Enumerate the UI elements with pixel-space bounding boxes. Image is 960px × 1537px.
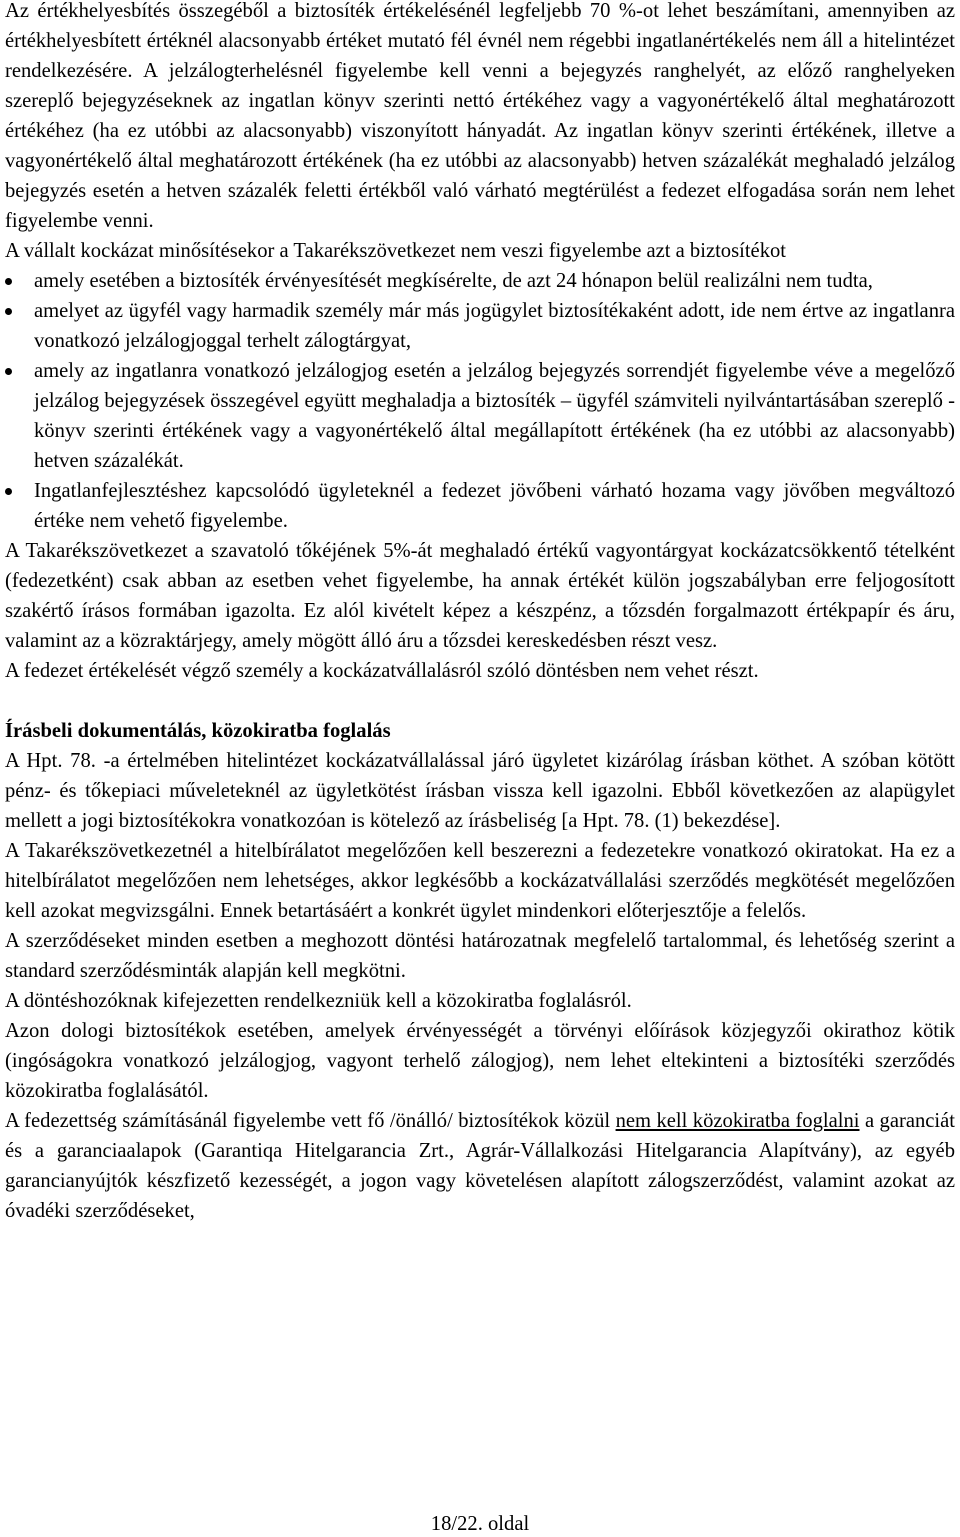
list-item-text: amely az ingatlanra vonatkozó jelzálogjog esetén a jelzálog bejegyzés sorrendjét figyelembe véve a megelőző jelzálog bejegyzések összegével együtt meghaladja a biztosíték – ügyfél számviteli nyilvántartásában szereplő - könyv szerinti értékének vagy a vagyonértékelő által megállapított értékének (ha ez utóbbi az alacsonyabb) hetven százalékát. xyxy=(34,360,955,472)
paragraph-text-after: a garanciát és a garanciaalapok (Garantiqa Hitelgarancia Zrt., Agrár-Vállalkozási Hitelgarancia Alapítvány), az egyéb garancianyújtók készfizető kezességét, a jogon vagy követelésen alapított zálogszerződést, valamint azokat az óvadéki szerződéseket, xyxy=(5,1110,955,1222)
page-number: 18/22. oldal xyxy=(430,1513,530,1535)
list-item xyxy=(5,266,955,296)
paragraph-value-adjustment: Az értékhelyesbítés összegéből a biztosíték értékelésénél legfeljebb 70 %-ot lehet beszámítani, amennyiben az értékhelyesbített értéknél alacsonyabb értéket mutató fél évnél nem régebbi ingatlanértékelés nem áll a hitelintézet rendelkezésére. A jelzálogterhelésnél figyelembe kell venni a bejegyzés ranghelyét, az előző ranghelyeken szereplő bejegyzéseknek az ingatlan könyv szerinti nettó értékéhez vagy a vagyonértékelő által meghatározott értékéhez (ha ez utóbbi az alacsonyabb) viszonyított hányadát. Az ingatlan könyv szerinti értékének, illetve a vagyonértékelő által meghatározott értékének (ha ez utóbbi az alacsonyabb) hetven százalékát meghaladó jelzálog bejegyzés esetén a hetven százalék feletti értékből való várható megtérülést a fedezet elfogadása során nem lehet figyelembe venni. xyxy=(5,0,955,232)
paragraph-contracts-standard: A szerződéseket minden esetben a meghozott döntési határozatnak megfelelő tartalommal, és lehetőség szerint a standard szerződésminták alapján kell megkötni. xyxy=(5,930,955,982)
list-item-text: amely esetében a biztosíték érvényesítését megkísérelte, de azt 24 hónapon belül realizálni nem tudta, xyxy=(34,270,873,292)
paragraph-risk-rating-intro: A vállalt kockázat minősítésekor a Takarékszövetkezet nem veszi figyelembe azt a biztosítékot xyxy=(5,240,787,262)
document-page xyxy=(5,0,955,1226)
bullet-icon xyxy=(5,278,12,285)
paragraph-documents-before-assessment: A Takarékszövetkezetnél a hitelbírálatot megelőzően kell beszerezni a fedezetekre vonatkozó okiratokat. Ha ez a hitelbírálatot megelőzően nem lehetséges, akkor legkésőbb a kockázatvállalási szerződés megkötését megelőzően kell azokat megvizsgálni. Ennek betartásáért a konkrét ügylet mindenkori előterjesztője a felelős. xyxy=(5,840,955,922)
bullet-icon xyxy=(5,368,12,375)
paragraph-hpt-78: A Hpt. 78. -a értelmében hitelintézet kockázatvállalással járó ügyletet kizárólag írásban köthet. A szóban kötött pénz- és tőkepiaci műveleteknél az ügyletkötést írásban vissza kell igazolni. Ebből következően az alapügylet mellett a jogi biztosítékokra vonatkozóan is kötelező az írásbeliség [a Hpt. 78. (1) bekezdése]. xyxy=(5,750,955,832)
paragraph-valuer-exclusion: A fedezet értékelését végző személy a kockázatvállalásról szóló döntésben nem vehet részt. xyxy=(5,660,759,682)
list-item xyxy=(5,296,955,356)
bullet-icon xyxy=(5,488,12,495)
paragraph-text-before: A fedezettség számításánál figyelembe vett fő /önálló/ biztosítékok közül xyxy=(5,1110,616,1132)
list-item xyxy=(5,356,955,476)
list-item xyxy=(5,476,955,536)
bullet-icon xyxy=(5,308,12,315)
paragraph-notarial-deed: Azon dologi biztosítékok esetében, amelyek érvényességét a törvényi előírások közjegyzői okirathoz kötik (ingóságokra vonatkozó jelzálogjog, vagyont terhelő zálogjog), nem lehet eltekinteni a biztosítéki szerződés közokiratba foglalásától. xyxy=(5,1020,955,1102)
paragraph-expert-valuation: A Takarékszövetkezet a szavatoló tőkéjének 5%-át meghaladó értékű vagyontárgyat kockázatcsökkentő tételként (fedezetként) csak abban az esetben vehet figyelembe, ha annak értékét külön jogszabályban erre feljogosított szakértő írásos formában igazolta. Ez alól kivételt képez a készpénz, a tőzsdén forgalmazott értékpapír és áru, valamint az a közraktárjegy, amely mögött álló áru a tőzsdei kereskedésben részt vesz. xyxy=(5,540,955,652)
list-item-text: Ingatlanfejlesztéshez kapcsolódó ügyleteknél a fedezet jövőbeni várható hozama vagy jövőben megváltozó értéke nem vehető figyelembe. xyxy=(34,480,955,532)
section-heading: Írásbeli dokumentálás, közokiratba foglalás xyxy=(5,720,391,742)
paragraph-coverage-calculation xyxy=(5,1106,955,1226)
excluded-collateral-list xyxy=(5,266,955,536)
list-item-text: amelyet az ügyfél vagy harmadik személy már más jogügylet biztosítékaként adott, ide nem értve az ingatlanra vonatkozó jelzálogjoggal terhelt zálogtárgyat, xyxy=(34,300,955,352)
paragraph-decision-makers: A döntéshozóknak kifejezetten rendelkezniük kell a közokiratba foglalásról. xyxy=(5,990,632,1012)
underlined-text: nem kell közokiratba foglalni xyxy=(615,1110,860,1132)
